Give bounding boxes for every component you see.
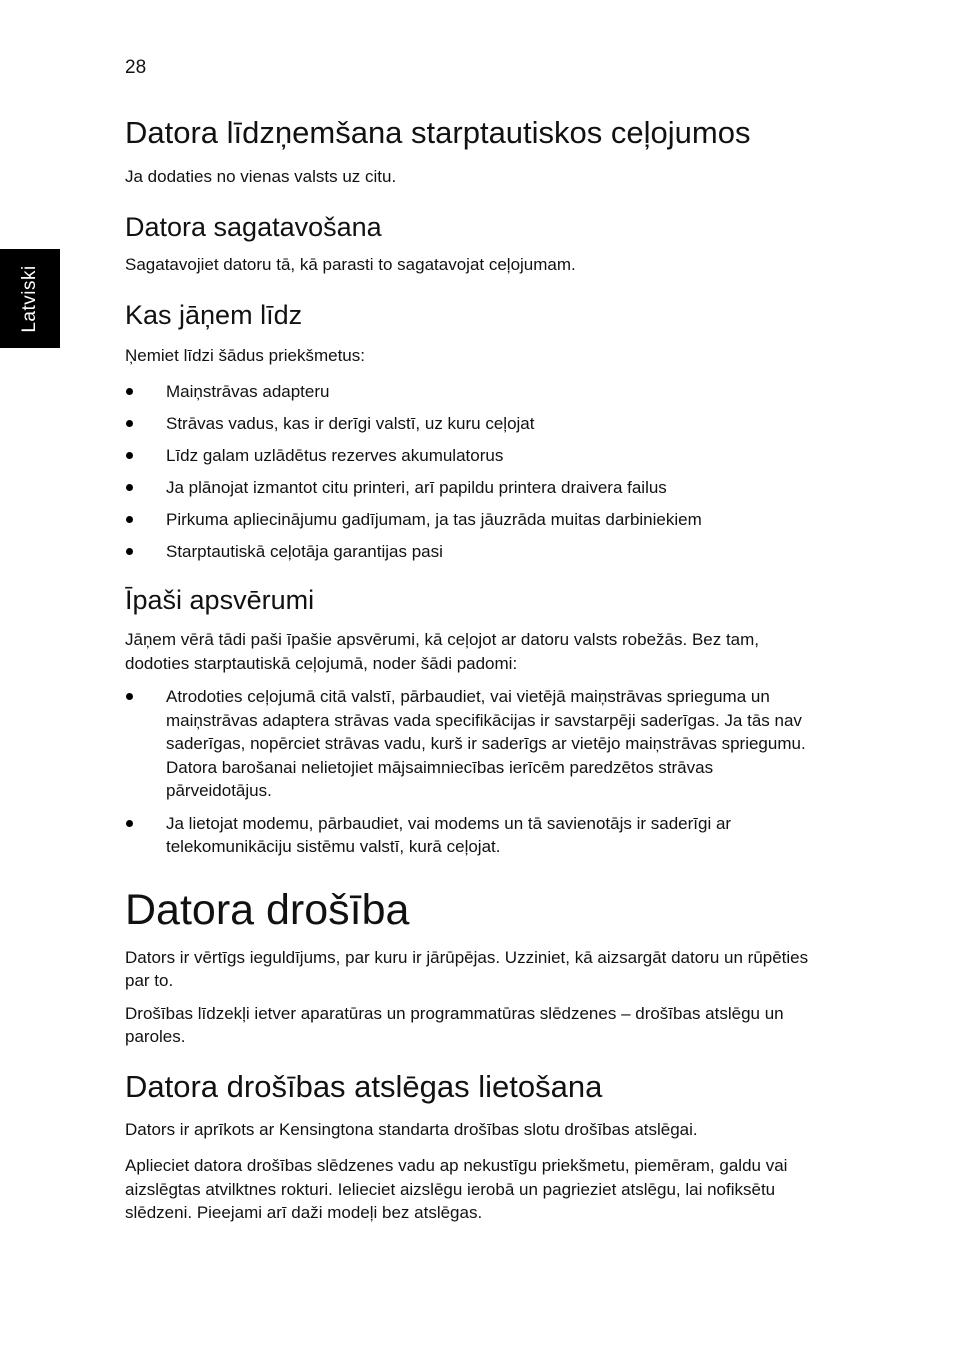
bullet-icon [126,516,133,523]
security-paragraph-2: Drošības līdzekļi ietver aparatūras un programmatūras slēdzenes – drošības atslēgu un paroles. [125,1003,784,1046]
bullet-icon [126,548,133,555]
considerations-intro: Jāņem vērā tādi paši īpašie apsvērumi, kā ceļojot ar datoru valsts robežās. Bez tam, dodoties starptautiskā ceļojumā, noder šādi padomi: [125,630,760,673]
list-item: Maiņstrāvas adapteru [125,380,815,404]
bring-list [125,380,815,564]
section-title-computer-security: Datora drošība [125,885,410,934]
section-title-what-to-bring: Kas jāņem līdz [125,300,303,330]
security-paragraph-1: Dators ir vērtīgs ieguldījums, par kuru ir jārūpējas. Uzziniet, kā aizsargāt datoru un rūpēties par to. [125,947,809,990]
prepare-text: Sagatavojiet datoru tā, kā parasti to sagatavojat ceļojumam. [125,254,576,274]
list-item: Strāvas vadus, kas ir derīgi valstī, uz kuru ceļojat [125,412,815,436]
section-title-special-considerations: Īpaši apsvērumi [125,585,315,615]
list-item: Starptautiskā ceļotāja garantijas pasi [125,540,815,564]
language-side-tab [0,249,60,348]
page-number: 28 [125,57,147,78]
bullet-icon [126,693,133,700]
list-item: Ja lietojat modemu, pārbaudiet, vai modems un tā savienotājs ir saderīgi ar telekomunikāciju sistēmu valstī, kurā ceļojat. [125,812,815,859]
section-title-international-travel: Datora līdzņemšana starptautiskos ceļojumos [125,115,751,150]
lock-paragraph-2: Aplieciet datora drošības slēdzenes vadu ap nekustīgu priekšmetu, piemēram, galdu vai aizslēgtas atvilktnes rokturi. Ielieciet aizslēgu ierobā un pagrieziet atslēgu, lai nofiksētu slēdzeni. Pieejami arī daži modeļi bez atslēgas. [125,1156,788,1222]
considerations-list [125,685,815,859]
list-item: Atrodoties ceļojumā citā valstī, pārbaudiet, vai vietējā maiņstrāvas sprieguma un maiņstrāvas adaptera strāvas vada specifikācijas ir savstarpēji saderīgas. Ja tās nav saderīgas, nopērciet strāvas vadu, kurš ir saderīgs ar vietējo maiņstrāvas spriegumu. Datora barošanai nelietojiet mājsaimniecības ierīcēm paredzētos strāvas pārveidotājus. [125,685,815,803]
bullet-icon [126,484,133,491]
section-intro: Ja dodaties no vienas valsts uz citu. [125,167,397,186]
bullet-icon [126,452,133,459]
bullet-icon [126,820,133,827]
bring-intro: Ņemiet līdzi šādus priekšmetus: [125,346,365,365]
section-title-prepare: Datora sagatavošana [125,211,382,242]
section-title-security-lock: Datora drošības atslēgas lietošana [125,1068,603,1104]
lock-paragraph-1: Dators ir aprīkots ar Kensingtona standarta drošības slotu drošības atslēgai. [125,1119,698,1139]
page-content [125,113,815,1225]
bullet-icon [126,388,133,395]
list-item: Līdz galam uzlādētus rezerves akumulatorus [125,444,815,468]
bullet-icon [126,420,133,427]
language-tab-label: Latviski [19,265,40,333]
list-item: Pirkuma apliecinājumu gadījumam, ja tas jāuzrāda muitas darbiniekiem [125,508,815,532]
list-item: Ja plānojat izmantot citu printeri, arī papildu printera draivera failus [125,476,815,500]
